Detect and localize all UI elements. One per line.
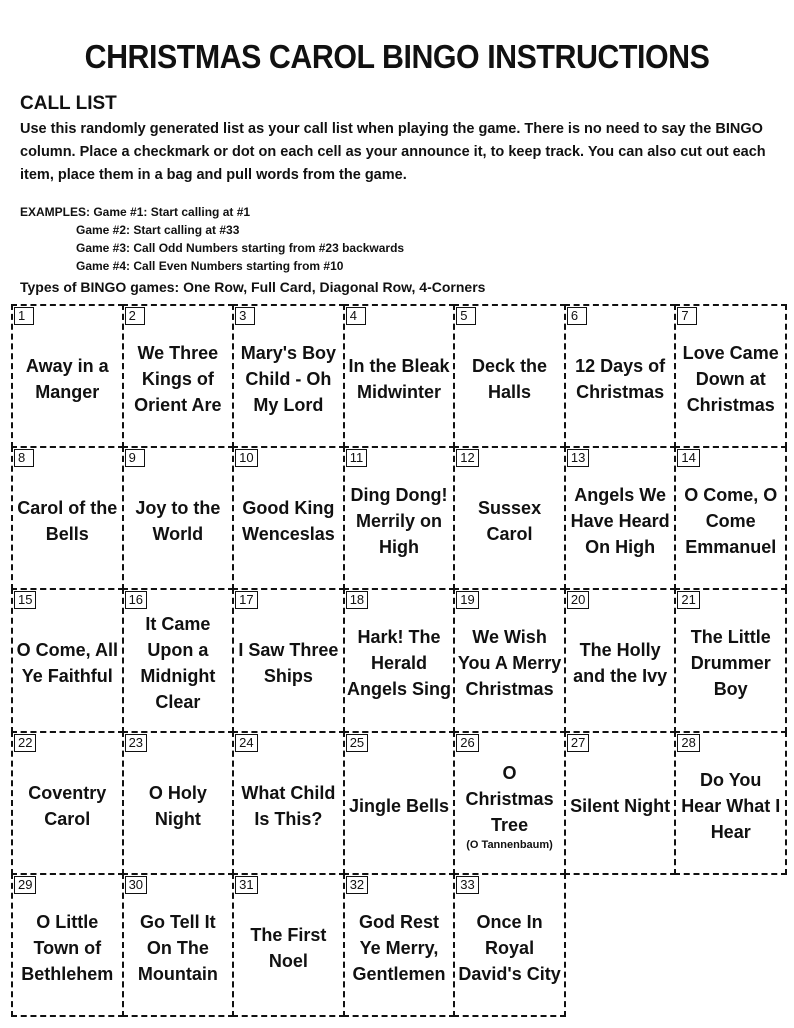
- call-cell: [11, 731, 124, 875]
- example-line: EXAMPLES: Game #1: Start calling at #1: [20, 205, 251, 219]
- carol-title-block: [234, 631, 343, 689]
- call-cell: [453, 731, 566, 875]
- carol-title-block: [455, 489, 564, 547]
- carol-title-block: [347, 787, 451, 819]
- carol-title: Hark! The Herald Angels Sing: [346, 627, 451, 700]
- carol-title-block: [234, 489, 343, 547]
- carol-title: The Little Drummer Boy: [690, 627, 771, 700]
- carol-title: Sussex Carol: [478, 498, 542, 545]
- carol-title-block: [455, 347, 564, 405]
- carol-title: Silent Night: [570, 795, 671, 816]
- call-list-heading: CALL LIST: [20, 93, 117, 114]
- call-cell: [343, 731, 456, 875]
- cell-number: 10: [235, 449, 257, 467]
- cell-number: 29: [14, 876, 36, 894]
- carol-title-block: [124, 605, 233, 715]
- carol-title-block: [676, 334, 785, 418]
- cell-number: 21: [677, 591, 699, 609]
- call-cell: [122, 731, 235, 875]
- game-types: Types of BINGO games: One Row, Full Card, Diagonal Row, 4-Corners: [20, 279, 486, 295]
- cell-number: 14: [677, 449, 699, 467]
- carol-title-block: [234, 334, 343, 418]
- call-cell: [122, 588, 235, 732]
- call-cell: [343, 304, 456, 448]
- call-cell: [232, 873, 345, 1017]
- cell-number: 1: [14, 307, 34, 325]
- cell-number: 23: [125, 734, 147, 752]
- carol-title: O Come, O Come Emmanuel: [684, 485, 778, 558]
- cell-number: 33: [456, 876, 478, 894]
- carol-title: O Christmas Tree: [465, 762, 554, 835]
- call-cell: [453, 588, 566, 732]
- cell-number: 31: [235, 876, 257, 894]
- call-cell: [232, 588, 345, 732]
- carol-title-block: [676, 761, 785, 845]
- call-cell: [343, 446, 456, 590]
- carol-title-block: [566, 347, 675, 405]
- carol-title: What Child Is This?: [241, 782, 336, 829]
- cell-number: 11: [346, 449, 368, 467]
- carol-title-block: [345, 476, 454, 560]
- cell-number: 15: [14, 591, 36, 609]
- carol-title: Once In Royal David's City: [458, 911, 561, 984]
- carol-title: 12 Days of Christmas: [575, 356, 666, 403]
- carol-title: O Holy Night: [148, 782, 207, 829]
- call-cell: [122, 873, 235, 1017]
- cell-number: 17: [235, 591, 257, 609]
- carol-title-block: [566, 631, 675, 689]
- carol-title: Love Came Down at Christmas: [682, 343, 779, 416]
- cell-number: 24: [235, 734, 257, 752]
- call-cell: [11, 446, 124, 590]
- carol-title: Joy to the World: [135, 498, 221, 545]
- example-line: Game #4: Call Even Numbers starting from #10: [76, 259, 344, 273]
- cell-number: 9: [125, 449, 145, 467]
- cell-number: 8: [14, 449, 34, 467]
- carol-title-block: [345, 347, 454, 405]
- carol-title-block: [455, 618, 564, 702]
- example-line: Game #3: Call Odd Numbers starting from #23 backwards: [76, 241, 405, 255]
- call-cell: [232, 731, 345, 875]
- cell-number: 13: [567, 449, 589, 467]
- cell-number: 18: [346, 591, 368, 609]
- carol-title: Ding Dong! Merrily on High: [350, 485, 448, 558]
- carol-title-block: [234, 774, 343, 832]
- page-title: CHRISTMAS CAROL BINGO INSTRUCTIONS: [84, 38, 710, 75]
- call-cell: [674, 588, 787, 732]
- carol-title: We Wish You A Merry Christmas: [457, 627, 562, 700]
- carol-title: The First Noel: [250, 924, 327, 971]
- carol-title: It Came Upon a Midnight Clear: [140, 614, 216, 713]
- intro-paragraph: Use this randomly generated list as your call list when playing the game. There is no need to say the BINGO column. Place a checkmark or dot on each cell as your announce it, to keep track. You can also cut out each item, place them in a bag and pull words from the game.: [20, 121, 766, 183]
- example-line: Game #2: Start calling at #33: [76, 223, 240, 237]
- call-cell: [343, 588, 456, 732]
- carol-title-block: [124, 489, 233, 547]
- call-cell: [674, 304, 787, 448]
- call-cell: [122, 446, 235, 590]
- call-cell: [564, 304, 677, 448]
- carol-title: Deck the Halls: [472, 356, 548, 403]
- carol-title: O Come, All Ye Faithful: [16, 640, 118, 687]
- carol-title-block: [676, 476, 785, 560]
- carol-title: O Little Town of Bethlehem: [21, 911, 114, 984]
- call-cell: [11, 304, 124, 448]
- call-cell: [564, 731, 677, 875]
- carol-title-block: [345, 618, 454, 702]
- cell-number: 20: [567, 591, 589, 609]
- cell-number: 16: [125, 591, 147, 609]
- carol-title-block: [676, 618, 785, 702]
- carol-title-block: [13, 903, 122, 987]
- carol-subtitle: (O Tannenbaum): [466, 838, 553, 851]
- carol-title: In the Bleak Midwinter: [348, 356, 450, 403]
- cell-number: 26: [456, 734, 478, 752]
- call-cell: [564, 446, 677, 590]
- call-cell: [674, 731, 787, 875]
- carol-title-block: [124, 334, 233, 418]
- cell-number: 28: [677, 734, 699, 752]
- call-cell: [564, 588, 677, 732]
- carol-title: We Three Kings of Orient Are: [134, 343, 222, 416]
- examples-block: [20, 203, 404, 275]
- cell-number: 5: [456, 307, 476, 325]
- cell-number: 19: [456, 591, 478, 609]
- carol-title-block: [234, 916, 343, 974]
- cell-number: 27: [567, 734, 589, 752]
- call-cell: [11, 873, 124, 1017]
- carol-title-block: [124, 903, 233, 987]
- carol-title-block: [455, 754, 564, 852]
- carol-title: I Saw Three Ships: [238, 640, 339, 687]
- call-cell: [11, 588, 124, 732]
- carol-title: Mary's Boy Child - Oh My Lord: [240, 343, 337, 416]
- call-cell: [453, 873, 566, 1017]
- call-cell: [453, 446, 566, 590]
- carol-title-block: [345, 903, 454, 987]
- bingo-call-grid: [12, 305, 786, 1016]
- carol-title-block: [455, 903, 564, 987]
- carol-title: Away in a Manger: [25, 356, 109, 403]
- carol-title: Good King Wenceslas: [242, 498, 335, 545]
- carol-title-block: [13, 631, 122, 689]
- carol-title-block: [13, 774, 122, 832]
- carol-title: Coventry Carol: [28, 782, 107, 829]
- cell-number: 30: [125, 876, 147, 894]
- cell-number: 4: [346, 307, 366, 325]
- carol-title: Carol of the Bells: [17, 498, 118, 545]
- cell-number: 32: [346, 876, 368, 894]
- cell-number: 2: [125, 307, 145, 325]
- carol-title: Do You Hear What I Hear: [681, 769, 781, 842]
- carol-title: Angels We Have Heard On High: [570, 485, 670, 558]
- carol-title: Go Tell It On The Mountain: [137, 911, 218, 984]
- carol-title-block: [124, 774, 233, 832]
- cell-number: 3: [235, 307, 255, 325]
- carol-title-block: [13, 347, 122, 405]
- cell-number: 7: [677, 307, 697, 325]
- carol-title-block: [568, 787, 672, 819]
- call-cell: [343, 873, 456, 1017]
- cell-number: 22: [14, 734, 36, 752]
- carol-title-block: [566, 476, 675, 560]
- cell-number: 6: [567, 307, 587, 325]
- call-cell: [122, 304, 235, 448]
- call-cell: [453, 304, 566, 448]
- call-cell: [674, 446, 787, 590]
- cell-number: 12: [456, 449, 478, 467]
- call-cell: [232, 446, 345, 590]
- carol-title: Jingle Bells: [348, 795, 450, 816]
- carol-title-block: [13, 489, 122, 547]
- carol-title: God Rest Ye Merry, Gentlemen: [352, 911, 446, 984]
- carol-title: The Holly and the Ivy: [573, 640, 668, 687]
- cell-number: 25: [346, 734, 368, 752]
- call-cell: [232, 304, 345, 448]
